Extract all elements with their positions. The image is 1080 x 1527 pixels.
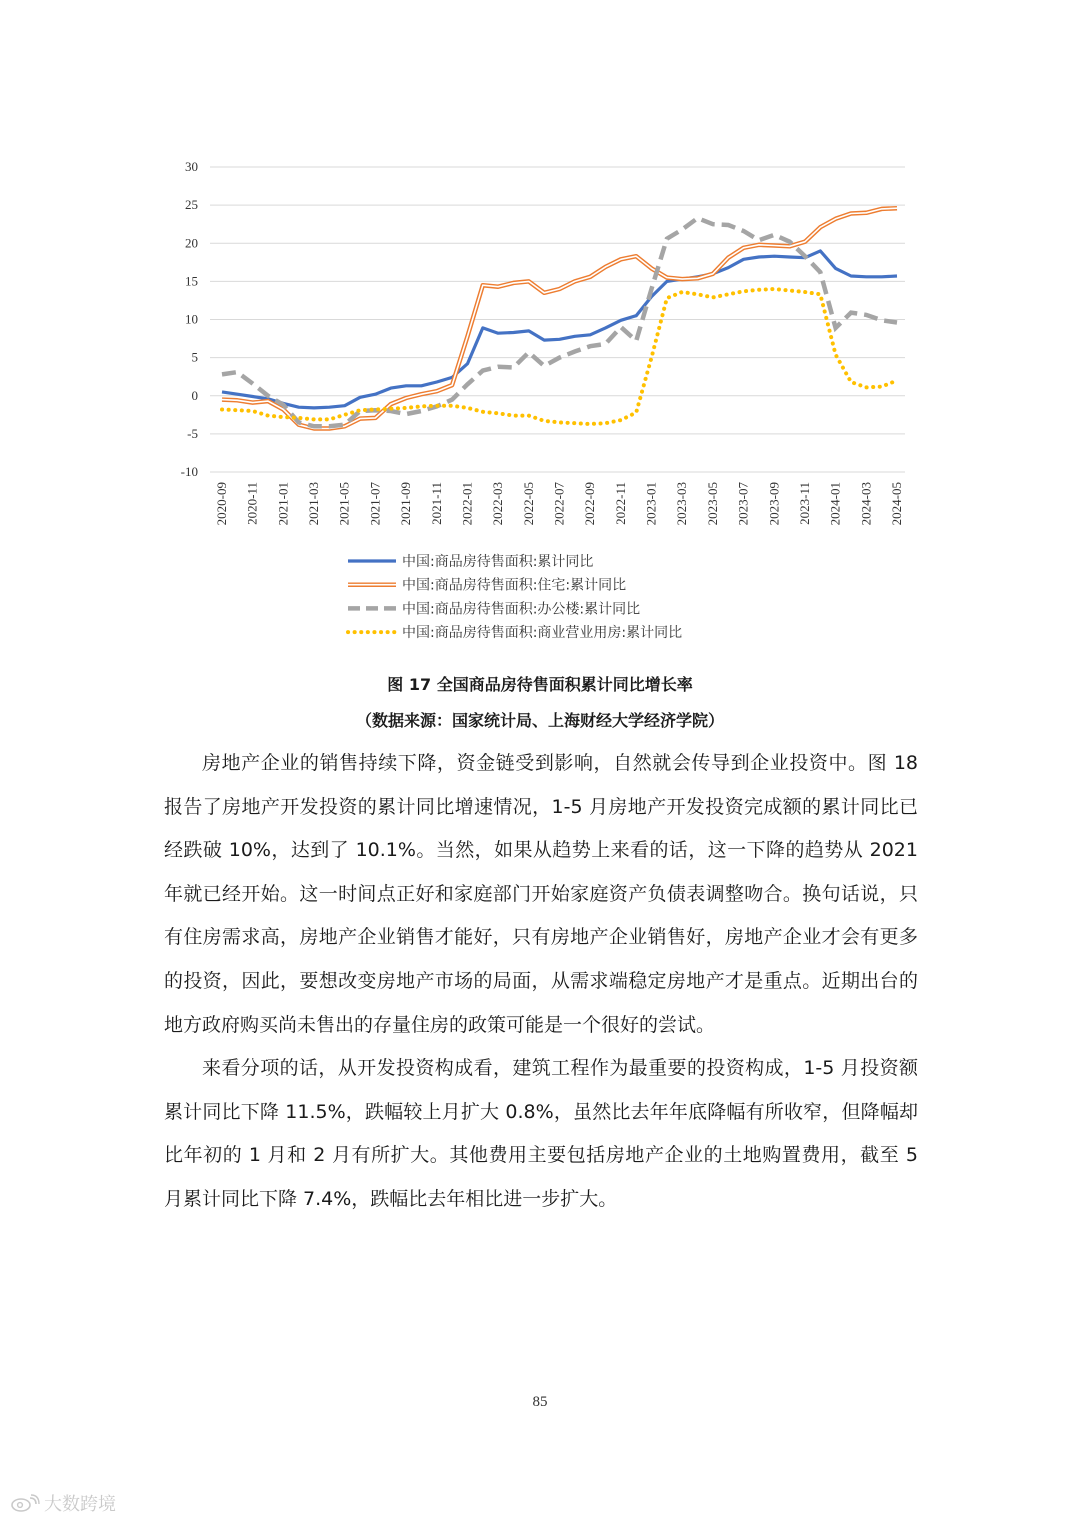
x-tick-label: 2020-11 (244, 482, 260, 525)
paragraph-2: 来看分项的话，从开发投资构成看，建筑工程作为最重要的投资构成，1-5 月投资额累计同比下降 11.5%，跌幅较上月扩大 0.8%，虽然比去年年底降幅有所收窄，但降幅却比年初的 1 月和 2 月有所扩大。其他费用主要包括房地产企业的土地购置费用，截至 5 月累计同比下降 7.4%，跌幅比去年相比进一步扩大。 (164, 1057, 918, 1210)
x-tick-label: 2023-07 (735, 482, 751, 526)
legend-label-residential: 中国:商品房待售面积:住宅:累计同比 (402, 577, 627, 594)
x-tick-label: 2021-01 (275, 482, 291, 526)
series-line-office (222, 218, 897, 426)
y-tick-label: 25 (185, 197, 198, 213)
x-tick-label: 2024-03 (858, 482, 874, 526)
x-tick-label: 2023-03 (674, 482, 690, 526)
x-tick-label: 2022-03 (490, 482, 506, 526)
x-tick-label: 2022-09 (582, 482, 598, 526)
figure-caption-title: 图 17 全国商品房待售面积累计同比增长率 (387, 675, 693, 694)
figure-caption-source: （数据来源：国家统计局、上海财经大学经济学院） (355, 711, 724, 730)
x-tick-label: 2021-11 (428, 482, 444, 525)
series-line-total (222, 251, 897, 408)
x-tick-label: 2023-01 (643, 482, 659, 526)
paragraph-1: 房地产企业的销售持续下降，资金链受到影响，自然就会传导到企业投资中。图 18 报告了房地产开发投资的累计同比增速情况，1-5 月房地产开发投资完成额的累计同比已经跌破 10%，达到了 10.1%。当然，如果从趋势上来看的话，这一下降的趋势从 2021 年就已经开始。这一时间点正好和家庭部门开始家庭资产负债表调整吻合。换句话说，只有住房需求高，房地产企业销售才能好，只有房地产企业销售好，房地产企业才会有更多的投资，因此，要想改变房地产市场的局面，从需求端稳定房地产才是重点。近期出台的地方政府购买尚未售出的存量住房的政策可能是一个很好的尝试。 (164, 752, 918, 1036)
line-chart (0, 0, 1080, 660)
y-tick-label: 30 (185, 159, 198, 174)
x-tick-label: 2020-09 (214, 482, 229, 526)
y-tick-label: 10 (185, 311, 198, 327)
x-tick-label: 2023-11 (796, 482, 812, 525)
x-tick-label: 2021-03 (306, 482, 322, 526)
x-tick-label: 2024-05 (889, 482, 904, 526)
x-tick-label: 2022-05 (520, 482, 536, 526)
x-tick-label: 2024-01 (827, 482, 843, 526)
x-tick-label: 2023-05 (704, 482, 720, 526)
y-tick-label: 5 (191, 349, 198, 365)
x-tick-label: 2021-07 (367, 482, 383, 526)
x-tick-label: 2022-07 (551, 482, 567, 526)
y-tick-label: -5 (187, 425, 198, 441)
y-tick-label: 20 (185, 235, 198, 251)
x-tick-label: 2022-01 (459, 482, 475, 526)
x-tick-label: 2022-11 (612, 482, 628, 525)
x-tick-label: 2023-09 (766, 482, 782, 526)
legend-label-commercial: 中国:商品房待售面积:商业营业用房:累计同比 (402, 625, 683, 642)
y-tick-label: 15 (185, 273, 198, 289)
page-number: 85 (532, 1394, 548, 1410)
x-axis-ticks (214, 482, 904, 526)
y-tick-label: 0 (191, 387, 198, 403)
weibo-logo-icon (10, 1494, 40, 1512)
y-axis-ticks (181, 159, 198, 479)
x-tick-label: 2021-05 (336, 482, 352, 526)
legend-label-office: 中国:商品房待售面积:办公楼:累计同比 (402, 601, 641, 618)
body-text (164, 742, 918, 1222)
y-tick-label: -10 (180, 464, 198, 479)
legend-label-total: 中国:商品房待售面积:累计同比 (402, 554, 594, 570)
watermark-text: 大数跨境 (44, 1494, 116, 1515)
x-tick-label: 2021-09 (398, 482, 414, 526)
watermark (10, 1490, 116, 1516)
chart-legend (348, 553, 682, 641)
